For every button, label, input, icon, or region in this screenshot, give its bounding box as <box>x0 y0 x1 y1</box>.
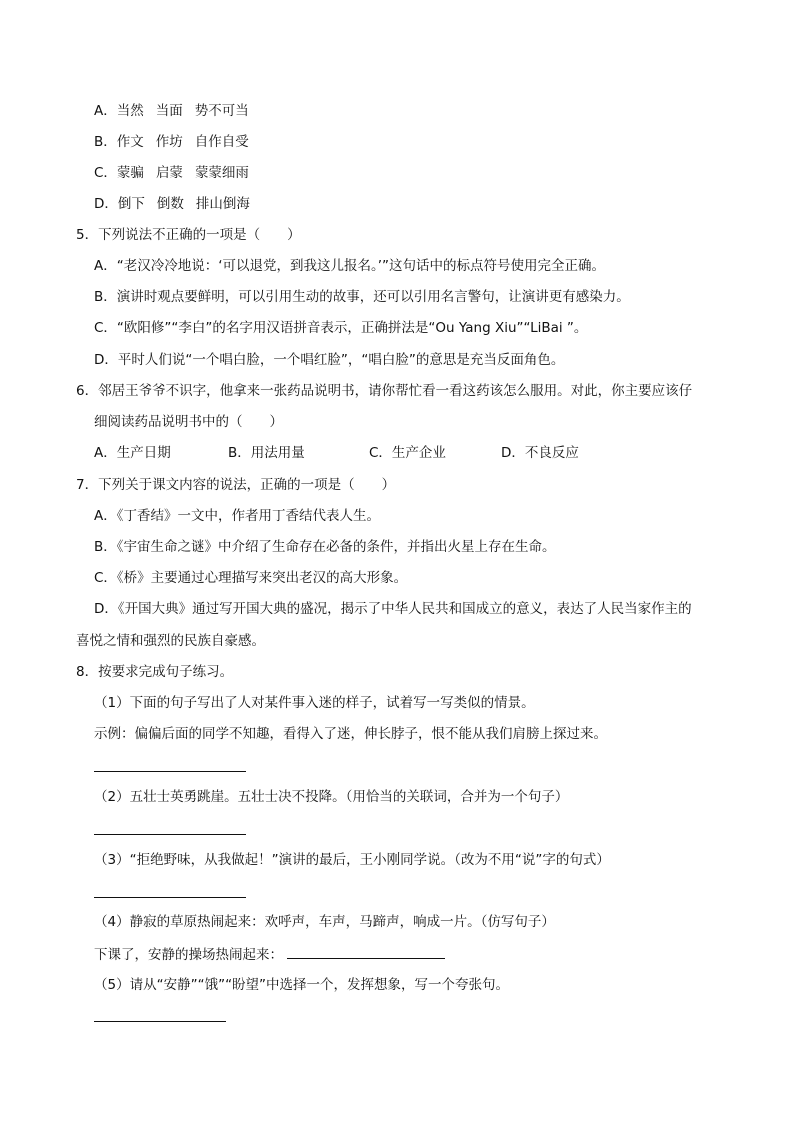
q8-part1-example: 示例：偏偏后面的同学不知趣，看得入了迷，伸长脖子，恨不能从我们肩膀上探过来。 <box>94 726 607 742</box>
q4-option-b-label: B．作文 <box>94 134 144 150</box>
q4-option-b-word3: 自作自受 <box>194 134 249 150</box>
q7-option-b: B．《宇宙生命之谜》中介绍了生命存在必备的条件，并指出火星上存在生命。 <box>94 539 556 555</box>
q7-option-c: C．《桥》主要通过心理描写来突出老汉的高大形象。 <box>94 570 408 586</box>
q8-part4-prompt-row <box>94 944 445 965</box>
q6-stem-line1: 6．邻居王爷爷不识字，他拿来一张药品说明书，请你帮忙看一看这药该怎么服用。对此，你主要应该仔 <box>76 383 693 399</box>
q8-part1: （1）下面的句子写出了人对某件事入迷的样子，试着写一写类似的情景。 <box>94 695 535 711</box>
q4-option-c-word3: 蒙蒙细雨 <box>194 165 249 181</box>
q6-stem-line2: 细阅读药品说明书中的（ ） <box>94 414 283 430</box>
q6-option-c: C．生产企业 <box>369 445 446 461</box>
q8-part3: （3）“拒绝野味，从我做起！”演讲的最后，王小刚同学说。（改为不用“说”字的句式） <box>94 852 610 868</box>
q6-option-a: A．生产日期 <box>94 445 171 461</box>
q8-part2-answer-line[interactable] <box>94 834 246 835</box>
q8-part4: （4）静寂的草原热闹起来：欢呼声，车声，马蹄声，响成一片。（仿写句子） <box>94 914 555 930</box>
q6-option-b: B．用法用量 <box>228 445 305 461</box>
q7-stem: 7．下列关于课文内容的说法，正确的一项是（ ） <box>76 477 396 493</box>
q4-option-d-word2: 倒数 <box>156 196 184 212</box>
q6-option-d: D．不良反应 <box>501 445 579 461</box>
q4-option-a-label: A．当然 <box>94 103 144 119</box>
q8-part1-answer-line[interactable] <box>94 771 246 772</box>
q5-option-b: B．演讲时观点要鲜明，可以引用生动的故事，还可以引用名言警句，让演讲更有感染力。 <box>94 289 630 305</box>
q8-part3-answer-line[interactable] <box>94 897 246 898</box>
q4-option-c <box>94 163 249 183</box>
q4-option-a-word3: 势不可当 <box>194 103 249 119</box>
q4-option-d <box>94 194 250 214</box>
q4-option-b-word2: 作坊 <box>155 134 183 150</box>
q4-option-b <box>94 132 249 152</box>
q4-option-a-word2: 当面 <box>155 103 183 119</box>
q5-option-a: A．“老汉冷冷地说：‘可以退党，到我这儿报名。’”这句话中的标点符号使用完全正确。 <box>94 258 606 274</box>
q8-part2: （2）五壮士英勇跳崖。五壮士决不投降。（用恰当的关联词，合并为一个句子） <box>94 789 569 805</box>
q7-option-a: A．《丁香结》一文中，作者用丁香结代表人生。 <box>94 508 380 524</box>
q8-stem: 8．按要求完成句子练习。 <box>76 664 234 680</box>
q4-option-a <box>94 101 249 121</box>
q7-option-d: D．《开国大典》通过写开国大典的盛况，揭示了中华人民共和国成立的意义，表达了人民当家作主的 <box>94 601 692 617</box>
q8-part5-answer-line[interactable] <box>94 1021 226 1022</box>
q7-option-d-continued: 喜悦之情和强烈的民族自豪感。 <box>76 633 265 649</box>
q8-part4-prompt: 下课了，安静的操场热闹起来： <box>94 947 283 963</box>
q8-part4-answer-line[interactable] <box>287 944 445 959</box>
q4-option-c-label: C．蒙骗 <box>94 165 144 181</box>
q5-option-d: D．平时人们说“一个唱白脸，一个唱红脸”，“唱白脸”的意思是充当反面角色。 <box>94 352 565 368</box>
q4-option-c-word2: 启蒙 <box>155 165 183 181</box>
q4-option-d-label: D．倒下 <box>94 196 145 212</box>
q4-option-d-word3: 排山倒海 <box>195 196 250 212</box>
q5-stem: 5．下列说法不正确的一项是（ ） <box>76 227 301 243</box>
q8-part5: （5）请从“安静”“饿”“盼望”中选择一个，发挥想象，写一个夸张句。 <box>94 977 510 993</box>
q5-option-c: C．“欧阳修”“李白”的名字用汉语拼音表示，正确拼法是“Ou Yang Xiu”“LiBai ”。 <box>94 320 588 336</box>
